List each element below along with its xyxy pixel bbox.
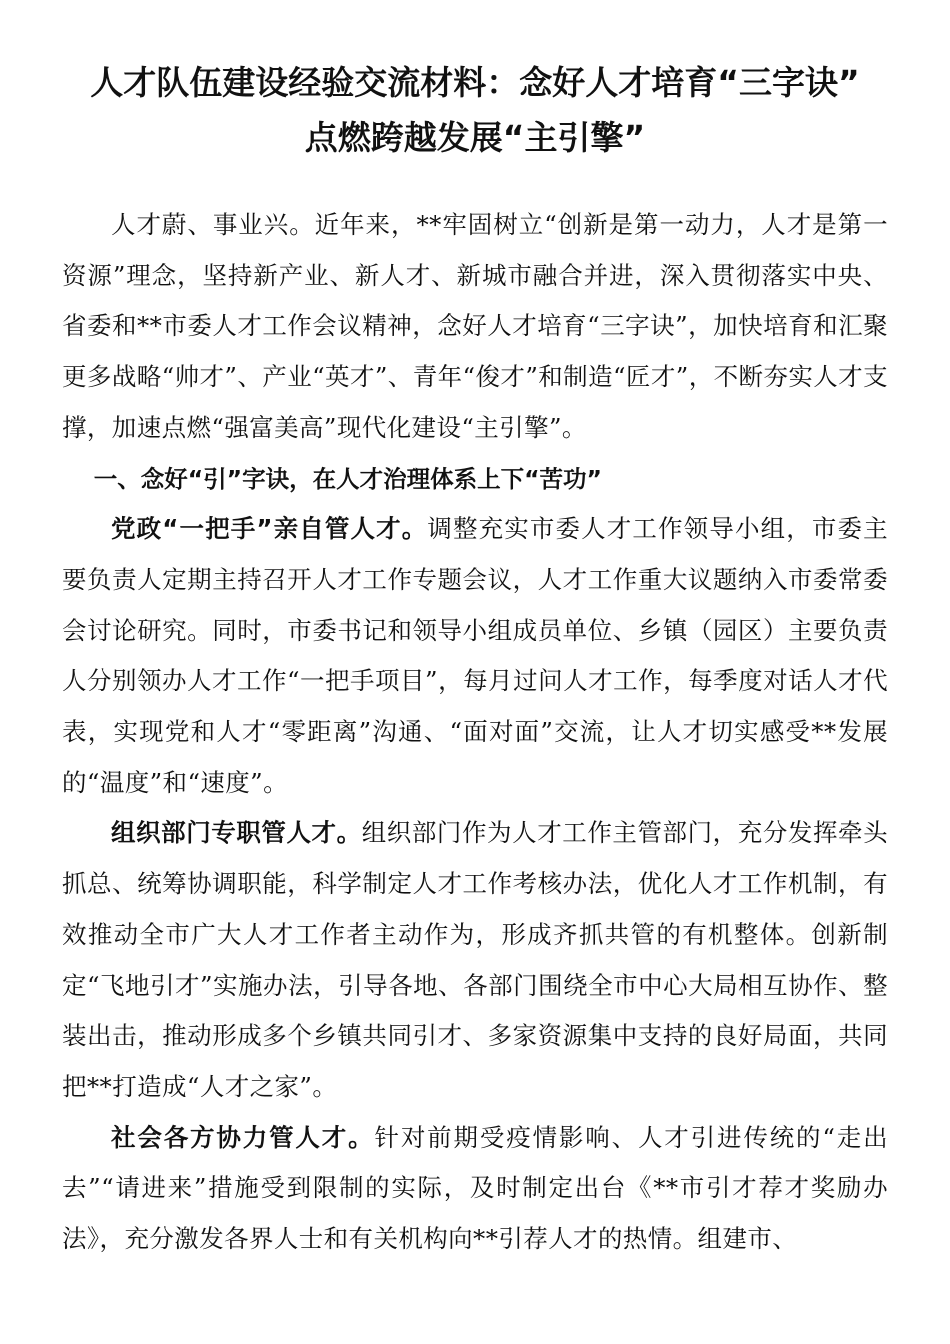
intro-paragraph: 人才蔚、事业兴。近年来，**牢固树立“创新是第一动力，人才是第一资源”理念，坚持新产业、新人才、新城市融合并进，深入贯彻落实中央、省委和**市委人才工作会议精神，念好人才培育“三字诀”，加快培育和汇聚更多战略“帅才”、产业“英才”、青年“俊才”和制造“匠才”，不断夯实人才支撑，加速点燃“强富美高”现代化建设“主引擎”。: [62, 210, 888, 442]
paragraph-text: 调整充实市委人才工作领导小组，市委主要负责人定期主持召开人才工作专题会议，人才工作重大议题纳入市委常委会讨论研究。同时，市委书记和领导小组成员单位、乡镇（园区）主要负责人分别领办人才工作“一把手项目”，每月过问人才工作，每季度对话人才代表，实现党和人才“零距离”沟通、“面对面”交流，让人才切实感受**发展的“温度”和“速度”。: [62, 514, 888, 797]
paragraph-text: 针对前期受疫情影响、人才引进传统的“走出去”“请进来”措施受到限制的实际，及时制定出台《**市引才荐才奖励办法》，充分激发各界人士和有关机构向**引荐人才的热情。组建市、: [62, 1122, 889, 1254]
body-paragraph: [62, 808, 888, 1112]
paragraph-lead: 社会各方协力管人才。: [111, 1122, 375, 1152]
section-heading: 一、念好“引”字诀，在人才治理体系上下“苦功”: [93, 464, 602, 493]
paragraph-text: 组织部门作为人才工作主管部门，充分发挥牵头抓总、统筹协调职能，科学制定人才工作考核办法，优化人才工作机制，有效推动全市广大人才工作者主动作为，形成齐抓共管的有机整体。创新制定“飞地引才”实施办法，引导各地、各部门围绕全市中心大局相互协作、整装出击，推动形成多个乡镇共同引才、多家资源集中支持的良好局面，共同把**打造成“人才之家”。: [62, 818, 888, 1101]
paragraph-lead: 组织部门专职管人才。: [111, 818, 362, 848]
document-title: 人才队伍建设经验交流材料：念好人才培育“三字诀” 点燃跨越发展“主引擎”: [90, 63, 860, 157]
paragraph-lead: 党政“一把手”亲自管人才。: [111, 514, 428, 544]
document-body: [62, 200, 888, 1265]
body-paragraph: [62, 504, 888, 808]
body-paragraph: [62, 1113, 888, 1265]
